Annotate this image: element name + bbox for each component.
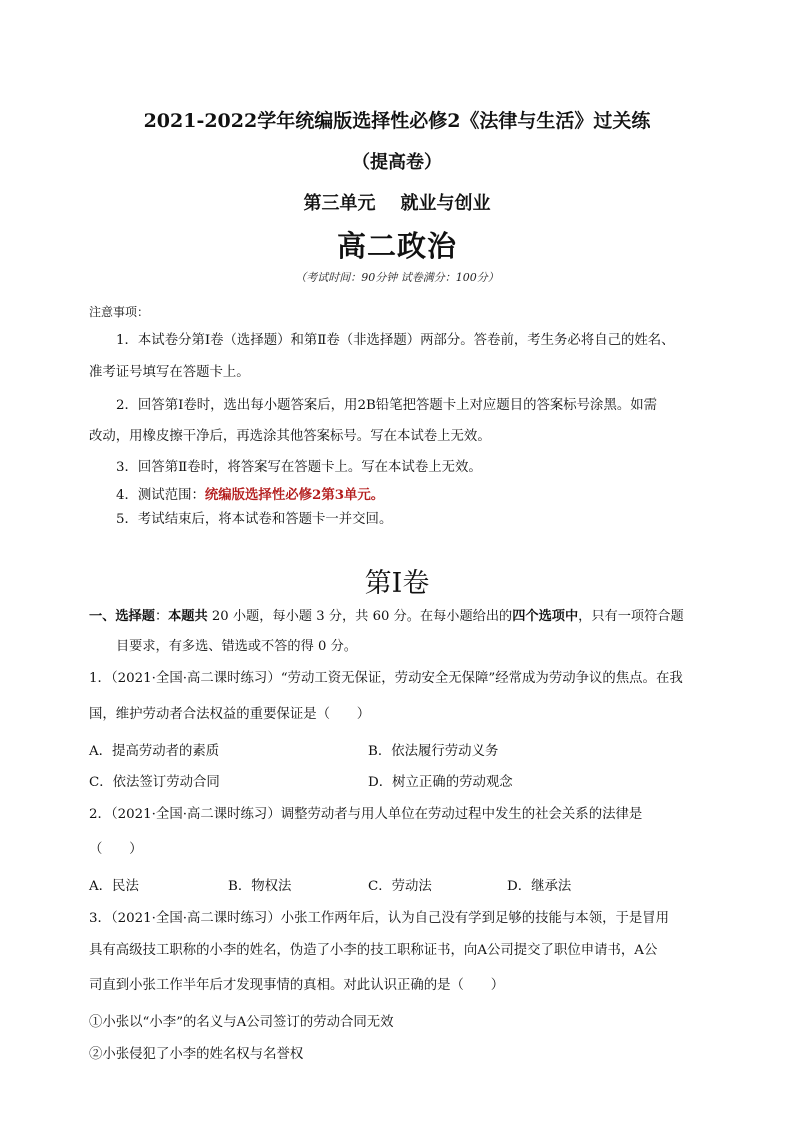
question-1-line2: 国，维护劳动者合法权益的重要保证是（ ） xyxy=(89,707,371,722)
section-instruction: 一、选择题：本题共 20 小题，每小题 3 分，共 60 分。在每小题给出的四个选项中，只有一项符合题 xyxy=(89,609,684,624)
question-2-option-a: A．民法 xyxy=(89,879,139,894)
question-2-option-c: C．劳动法 xyxy=(368,879,432,894)
note-item-2-line1: 2．回答第Ⅰ卷时，选出每小题答案后，用2B铅笔把答题卡上对应题目的答案标号涂黑。如需 xyxy=(116,398,658,413)
question-1-option-d: D．树立正确的劳动观念 xyxy=(368,775,513,790)
question-3-line3: 司直到小张工作半年后才发现事情的真相。对此认识正确的是（ ） xyxy=(89,978,505,993)
question-3-line2: 具有高级技工职称的小李的姓名，伪造了小李的技工职称证书，向A公司提交了职位申请书，A公 xyxy=(89,943,658,958)
note-item-5: 5．考试结束后，将本试卷和答题卡一并交回。 xyxy=(116,512,393,527)
question-2-line1: 2．（2021·全国·高二课时练习）调整劳动者与用人单位在劳动过程中发生的社会关系的法律是 xyxy=(89,807,643,822)
note-item-1-line1: 1．本试卷分第Ⅰ卷（选择题）和第Ⅱ卷（非选择题）两部分。答卷前，考生务必将自己的姓名、 xyxy=(116,333,675,348)
question-1-option-a: A．提高劳动者的素质 xyxy=(89,744,220,759)
part-one-heading: 第Ⅰ卷 xyxy=(364,568,430,599)
question-3-line1: 3．（2021·全国·高二课时练习）小张工作两年后，认为自己没有学到足够的技能与本领，于是冒用 xyxy=(89,911,670,926)
document-subtitle: （提高卷） xyxy=(352,152,442,173)
question-2-option-b: B．物权法 xyxy=(228,879,292,894)
section-label: 一、选择题 xyxy=(89,609,155,624)
document-title: 2021-2022学年统编版选择性必修2《法律与生活》过关练 xyxy=(143,110,651,132)
section-instruction-line2: 目要求，有多选、错选或不答的得 0 分。 xyxy=(116,639,357,654)
note-item-2-line2: 改动，用橡皮擦干净后，再选涂其他答案标号。写在本试卷上无效。 xyxy=(89,429,491,444)
question-3-statement-1: ①小张以“小李”的名义与A公司签订的劳动合同无效 xyxy=(89,1015,394,1030)
question-2-option-d: D．继承法 xyxy=(507,879,572,894)
test-range: 统编版选择性必修2第3单元。 xyxy=(204,487,385,503)
note-item-1-line2: 准考证号填写在答题卡上。 xyxy=(89,365,250,380)
question-1-line1: 1．（2021·全国·高二课时练习）“劳动工资无保证，劳动安全无保障”经常成为劳动争议的焦点。在我 xyxy=(89,671,683,686)
notes-heading: 注意事项： xyxy=(89,305,150,319)
exam-info: （考试时间：90分钟 试卷满分：100分） xyxy=(295,271,499,284)
question-2-line2: （ ） xyxy=(89,842,143,857)
question-3-statement-2: ②小张侵犯了小李的姓名权与名誉权 xyxy=(89,1047,304,1062)
note-item-3: 3．回答第Ⅱ卷时，将答案写在答题卡上。写在本试卷上无效。 xyxy=(116,460,482,475)
question-1-option-b: B．依法履行劳动义务 xyxy=(368,744,499,759)
unit-title: 第三单元 就业与创业 xyxy=(303,193,491,214)
note-item-4-prefix: 4．测试范围： xyxy=(116,488,205,503)
note-item-4 xyxy=(116,485,384,506)
subject-title: 高二政治 xyxy=(336,229,457,263)
question-1-option-c: C．依法签订劳动合同 xyxy=(89,775,220,790)
